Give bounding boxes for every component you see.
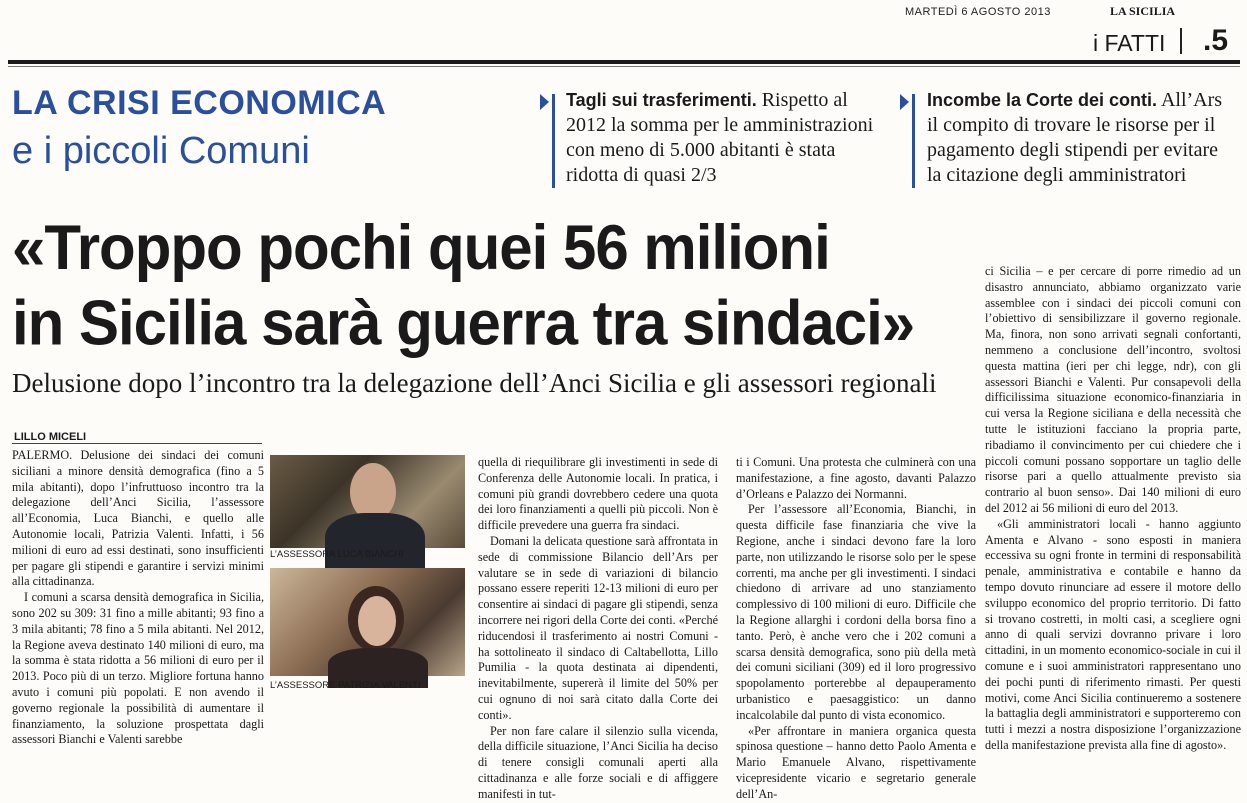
paragraph: ti i Comuni. Una protesta che culminerà con una manifestazione, a fine agosto, davanti Palazzo d’Orleans e Palazzo dei Normanni.	[736, 455, 976, 501]
page-number: .5	[1203, 24, 1229, 57]
paragraph: «Gli amministratori locali - hanno aggiunto Amenta e Alvano - sono esposti in maniera eccessiva su ogni fronte in termini di responsabilità penale, amministrativa e contabile e hanno da tempo dovuto rinunciare ad essere il motore dello sviluppo economico del proprio territorio. Di fatto si trovano costretti, in molti casi, a scegliere ogni anno di quali servizi dovranno privare i loro cittadini, in un momento economico-sociale in cui il comune e i suoi amministratori rappresentano uno dei pochi punti di riferimento rimasti. Per questi motivi, come Anci Sicilia continueremo a sostenere la battaglia degli amministratori e supporteremo con tutti i mezzi a nostra disposizione l’organizzazione della manifestazione prevista alla fine di agosto».	[985, 516, 1241, 752]
paragraph: ci Sicilia – e per cercare di porre rimedio ad un disastro annunciato, abbiamo organizzato varie assemblee con i sindaci dei piccoli comuni con l’obiettivo di sensibilizzare il governo regionale. Ma, finora, non sono arrivati segnali confortanti, nemmeno a conclusione dell’incontro, svoltosi questa mattina (ieri per chi legge, ndr), con gli assessori Bianchi e Valenti. Pur consapevoli della difficilissima situazione economico-finanziaria in cui versa la Regione siciliana e della necessità che tutte le istituzioni facciano la propria parte, ribadiamo il convincimento per cui chiedere che i piccoli comuni possano sopportare un taglio delle risorse pari a quello attualmente previsto sia contrario al buon senso». Dai 140 milioni di euro del 2012 ai 56 milioni di euro del 2013.	[985, 264, 1241, 515]
teaser-1	[566, 88, 888, 188]
paragraph: Per l’assessore all’Economia, Bianchi, in questa difficile fase finanziaria che vive la Regione, anche i sindaci devono fare la loro parte, non utilizzando le risorse solo per le spese correnti, ma anche per gli investimenti. I sindaci chiedono di arrivare ad uno stanziamento complessivo di 100 milioni di euro. Difficile che la Regione allarghi i cordoni della borsa fino a tanto. Però, è anche vero che i 202 comuni a scarsa densità demografica, sono più della metà dei comuni siciliani (309) ed il loro progressivo spopolamento porterebbe al depauperamento urbanistico e paesaggistico: un danno incalcolabile dal punto di vista economico.	[736, 502, 976, 722]
paragraph: PALERMO. Delusione dei sindaci dei comuni siciliani a minore densità demografica (fino a 5 mila abitanti), dopo l’infruttuoso incontro tra la delegazione dell’Anci Sicilia, l’assessore all’Economia, Luca Bianchi, e quello alle Autonomie locali, Patrizia Valenti. Infatti, i 56 milioni di euro ad essi destinati, sono insufficienti per pagare gli stipendi e garantire i servizi minimi alla cittadinanza.	[12, 448, 264, 589]
teaser-2-bold: Incombe la Corte dei conti.	[927, 90, 1158, 110]
header-rule	[8, 60, 1240, 64]
photo-caption-1: L’ASSESSORA LUCA BIANCHI	[270, 549, 404, 560]
kicker-line2: e i piccoli Comuni	[12, 130, 310, 172]
paragraph: Per non fare calare il silenzio sulla vicenda, della difficile situazione, l’Anci Sicilia ha deciso di tenere consigli comunali aperti alla cittadinanza e alle forze sociali e di affiggere manifesti in tut-	[478, 723, 718, 801]
teaser-arrow-icon	[540, 94, 549, 110]
paragraph: «Per affrontare in maniera organica questa spinosa questione – hanno detto Paolo Amenta e Mario Emanuele Alvano, rispettivamente vicepresidente vicario e segretario generale dell’An-	[736, 723, 976, 801]
photo-luca-bianchi	[270, 455, 465, 548]
teaser-arrow-icon	[900, 94, 909, 110]
headline	[12, 210, 982, 361]
teaser-1-text: Rispetto al 2012 la somma per le amministrazioni con meno di 5.000 abitanti è stata ridotta di quasi 2/3	[566, 89, 874, 186]
subheadline: Delusione dopo l’incontro tra la delegazione dell’Anci Sicilia e gli assessori regionali	[12, 368, 937, 398]
article-column-3	[736, 455, 976, 803]
kicker-line1: LA CRISI ECONOMICA	[12, 84, 387, 122]
photo-patrizia-valenti	[270, 568, 465, 676]
article-column-1	[12, 448, 264, 748]
teaser-2-text: All’Ars il compito di trovare le risorse per il pagamento degli stipendi per evitare la citazione degli amministratori	[927, 89, 1223, 186]
teaser-bar	[912, 94, 915, 188]
article-column-4	[985, 264, 1241, 754]
author-byline: LILLO MICELI	[14, 431, 87, 443]
header-rule-thin	[8, 66, 1240, 67]
newspaper-name: LA SICILIA	[1110, 4, 1176, 18]
headline-line1: «Troppo pochi quei 56 milioni	[12, 212, 830, 283]
issue-date: MARTEDÌ 6 AGOSTO 2013	[905, 6, 1051, 18]
paragraph: quella di riequilibrare gli investimenti in sede di Conferenza delle Autonomie locali. In pratica, i comuni più grandi dovrebbero cedere una quota dei loro finanziamenti a quelli più piccoli. Non è difficile prevedere una guerra fra sindaci.	[478, 455, 718, 533]
teaser-1-bold: Tagli sui trasferimenti.	[566, 90, 757, 110]
portrait-face	[358, 596, 396, 646]
photo-caption-2: L’ASSESSORE PATRIZIA VALENTI	[270, 680, 421, 691]
paragraph: Domani la delicata questione sarà affrontata in sede di commissione Bilancio dell’Ars per valutare se in sede di variazioni di bilancio possano essere reperiti 12-13 milioni di euro per consentire ai sindaci di pagare gli stipendi, senza incorrere nei rigori della Corte dei conti. «Perché riducendosi il trasferimento ai nostri Comuni - ha sottolineato il sindaco di Caltabellotta, Lillo Pumilia - la quota destinata ai dipendenti, inevitabilmente, supererà il limite del 50% per cui ognuno di noi sarà citato dalla Corte dei conti».	[478, 533, 718, 722]
portrait-body	[325, 513, 425, 573]
teaser-2	[927, 88, 1237, 188]
header-separator	[1180, 28, 1182, 54]
paragraph: I comuni a scarsa densità demografica in Sicilia, sono 202 su 309: 31 fino a mille abitanti; 93 fino a 3 mila abitanti; 78 fino a 5 mila abitanti. Nel 2012, la Regione aveva destinato 140 milioni di euro, ma la somma è stata ridotta a 56 milioni di euro per il 2013. Poco più di un terzo. Migliore fortuna hanno avuto i comuni più popolati. E non avendo il governo regionale la possibilità di aumentare il finanziamento, la soluzione prospettata dagli assessori Bianchi e Valenti sarebbe	[12, 590, 264, 747]
section-name: i FATTI	[1093, 30, 1166, 56]
author-rule	[12, 443, 262, 444]
headline-line2: in Sicilia sarà guerra tra sindaci»	[12, 287, 915, 359]
teaser-bar	[552, 94, 555, 188]
article-column-2	[478, 455, 718, 803]
